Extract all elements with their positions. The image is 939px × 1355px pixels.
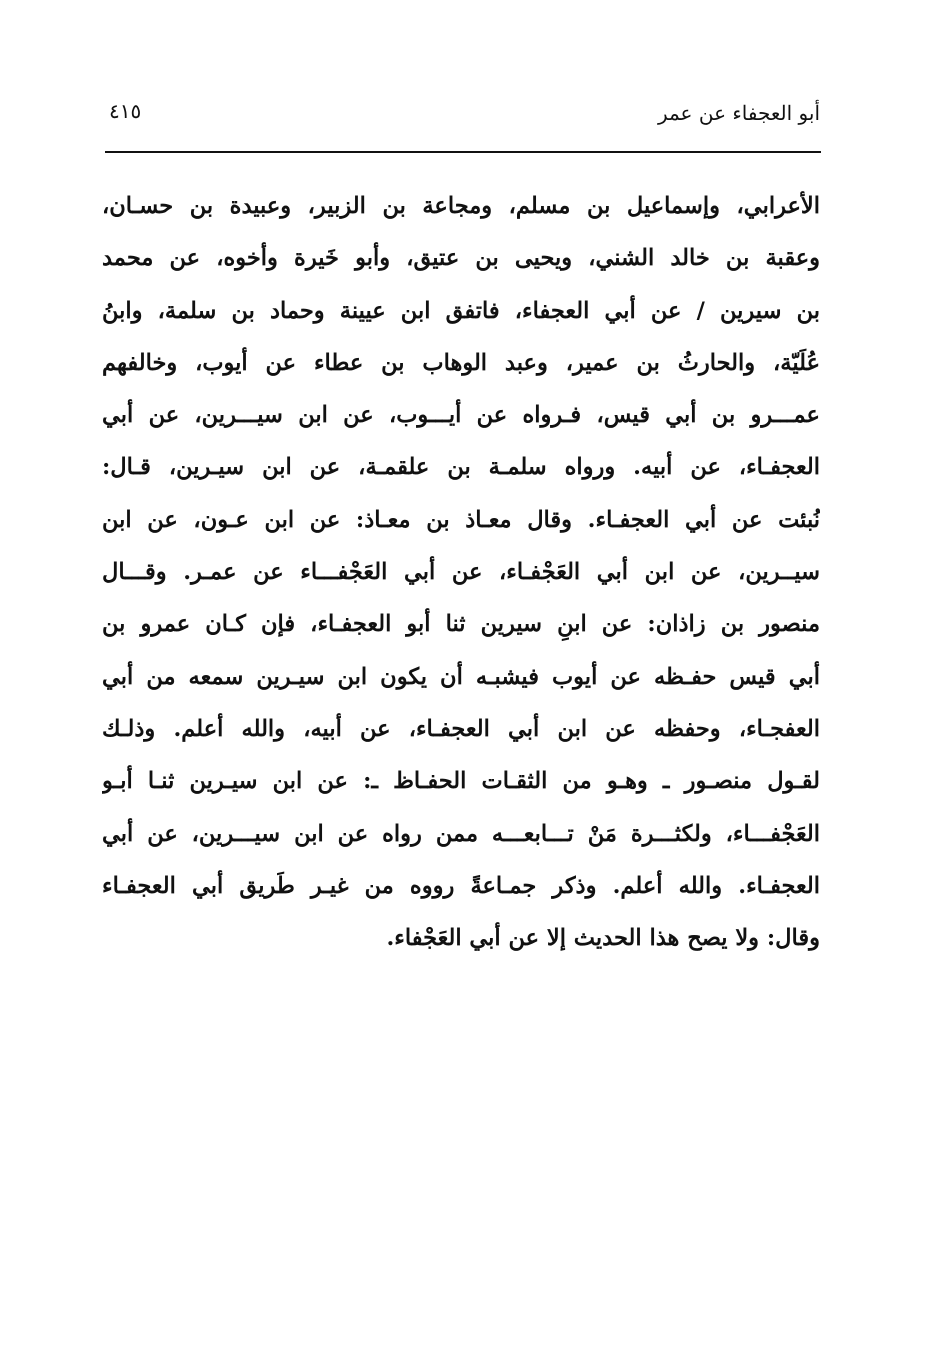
text-line: وعقبة بن خالد الشني، ويحيى بن عتيق، وأبو خَيرة وأخوه، عن محمد [102, 245, 820, 272]
text-line: عُلَيّة، والحارثُ بن عمير، وعبد الوهاب بن عطاء عن أيوب، وخالفهم [102, 349, 820, 376]
text-line: منصور بن زاذان: عن ابنِ سيرين ثنا أبو العجفـاء، فإن كـان عمرو بن [102, 611, 820, 638]
body-text [102, 180, 820, 964]
text-line: العجفـاء. والله أعلم. وذكر جمـاعةً رووه من غيـر طَريق أبي العجفـاء [102, 872, 820, 899]
text-line: أبي قيس حفـظه عن أيوب فيشبـه أن يكون ابن سيـرين سمعه من أبي [102, 663, 820, 690]
text-line: نُبئت عن أبي العجفـاء. وقال معـاذ بن معـاذ: عن ابن عـون، عن ابن [102, 506, 820, 533]
text-line: الأعرابي، وإسماعيل بن مسلم، ومجاعة بن الزبير، وعبيدة بن حسـان، [102, 193, 820, 219]
text-line: العفجـاء، وحفظه عن ابن أبي العجفـاء، عن أبيه، والله أعلم. وذلـك [102, 715, 820, 742]
text-line: عمـــرو بن أبي قيس، فـرواه عن أيـــوب، عن ابن سيـــرين، عن أبي [102, 402, 820, 429]
text-line: بن سيرين / عن أبي العجفاء، فاتفق ابن عيينة وحماد بن سلمة، وابنُ [102, 297, 820, 324]
text-line: سيــرين، عن ابن أبي العَجْفـاء، عن أبي العَجْفـــاء عن عمـر. وقـــال [102, 559, 820, 586]
text-line: العَجْفـــاء، ولكثـــرة مَنْ تـــابعـــه ممن رواه عن ابن سيـــرين، عن أبي [102, 820, 820, 847]
text-line: العجفـاء، عن أبيه. ورواه سلمـة بن علقمـة، عن ابن سيـرين، قـال: [102, 454, 820, 481]
text-line: وقال: ولا يصح هذا الحديث إلا عن أبي العَجْفاء. [386, 925, 820, 952]
header-divider [105, 151, 821, 153]
text-line: لقـول منصـور ـ وهـو من الثقـات الحفـاظ ـ: عن ابن سيـرين ثنـا أبـو [102, 768, 820, 795]
page-number: ٤١٥ [109, 99, 142, 123]
page-header [105, 92, 820, 142]
running-title: أبو العجفاء عن عمر [657, 101, 820, 125]
